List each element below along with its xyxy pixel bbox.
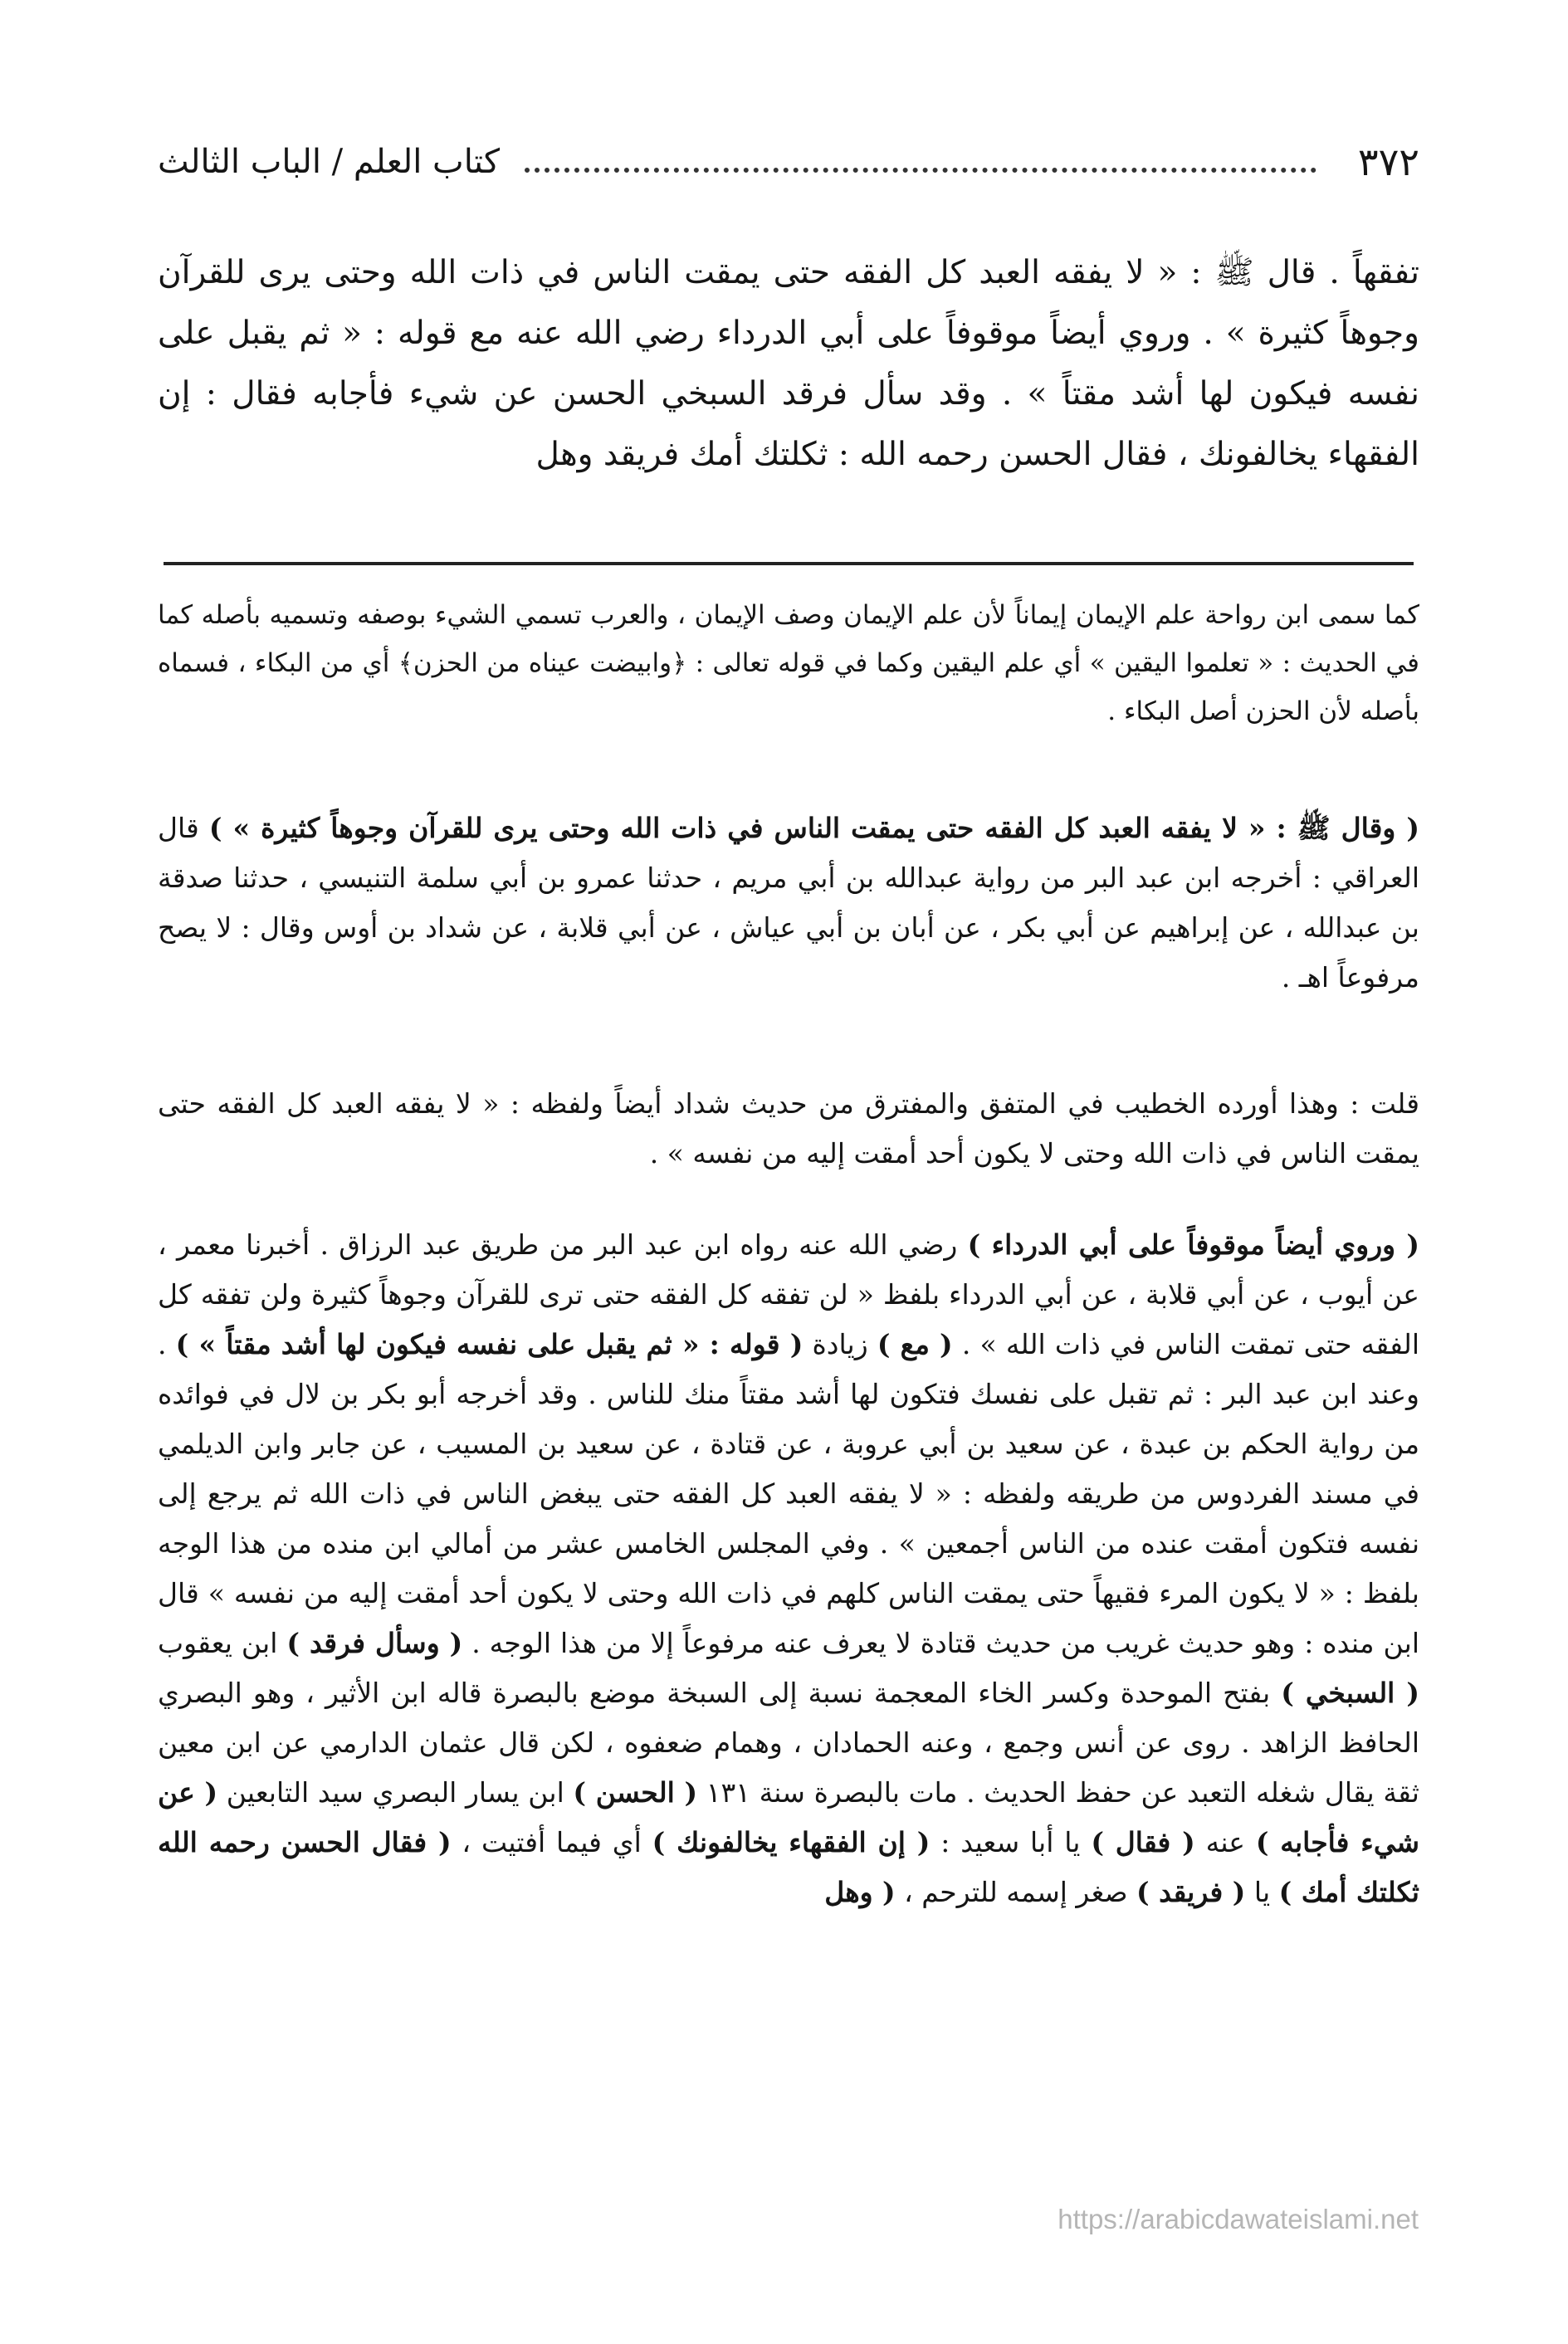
quoted-phrase: ( فريقد ): [1136, 1876, 1246, 1908]
running-title: كتاب العلم / الباب الثالث: [158, 143, 500, 181]
quoted-phrase: ( وسأل فرقد ): [286, 1627, 463, 1659]
footnote-divider: [164, 562, 1414, 565]
quoted-phrase: ( فقال ): [1091, 1826, 1195, 1858]
commentary-text: أي فيما أفتيت ،: [451, 1826, 652, 1858]
quoted-phrase: ( فقال الحسن رحمه الله ثكلتك أمك ): [158, 1826, 1419, 1908]
footnote: كما سمى ابن رواحة علم الإيمان إيماناً لأن علم الإيمان وصف الإيمان ، والعرب تسمي الشيء بوصفه وتسميه بأصله كما في الحديث : « تعلموا اليقين » أي علم اليقين وكما في قوله تعالى : ﴿وابيضت عيناه من الحزن﴾ أي من البكاء ، فسماه بأصله لأن الحزن أصل البكاء .: [158, 600, 1419, 726]
main-text: تفقهاً . قال ﷺ : « لا يفقه العبد كل الفقه حتى يمقت الناس في ذات الله وحتى يرى للقرآن وجوهاً كثيرة » . وروي أيضاً موقوفاً على أبي الدرداء رضي الله عنه مع قوله : « ثم يقبل على نفسه فيكون لها أشد مقتاً » . وقد سأل فرقد السبخي الحسن عن شيء فأجابه فقال : إن الفقهاء يخالفونك ، فقال الحسن رحمه الله : ثكلتك أمك فريقد وهل: [158, 254, 1420, 473]
quoted-hadith: ( وقال ﷺ : « لا يفقه العبد كل الفقه حتى يمقت الناس في ذات الله وحتى يرى للقرآن وجوهاً كثيرة » ): [208, 812, 1420, 844]
commentary-text: صغر إسمه للترحم ،: [895, 1876, 1137, 1908]
commentary-text: ابن يعقوب: [158, 1627, 287, 1659]
quoted-phrase: ( مع ): [877, 1328, 953, 1360]
leader-dots: [525, 168, 1316, 173]
commentary-text: قال العراقي : أخرجه ابن عبد البر من رواية عبدالله بن أبي مريم ، حدثنا عمرو بن أبي سلمة التنيسي ، حدثنا صدقة بن عبدالله ، عن إبراهيم عن أبي بكر ، عن أبان بن أبي عياش ، عن أبي قلابة ، عن شداد بن أوس وقال : لا يصح مرفوعاً اهـ .: [158, 812, 1419, 994]
watermark: https://arabicdawateislami.net: [1058, 2204, 1419, 2234]
quoted-phrase: ( قوله : « ثم يقبل على نفسه فيكون لها أشد مقتاً » ): [175, 1328, 804, 1360]
quoted-phrase: ( عن شيء فأجابه ): [158, 1776, 1419, 1858]
commentary-text: . وعند ابن عبد البر : ثم تقبل على نفسك فتكون لها أشد مقتاً منك للناس . وقد أخرجه أبو بكر بن لال في فوائده من رواية الحكم بن عبدة ، عن سعيد بن أبي عروبة ، عن قتادة ، عن سعيد بن المسيب ، عن جابر وابن الديلمي في مسند الفردوس من طريقه ولفظه : « لا يفقه العبد كل الفقه حتى يبغض الناس في ذات الله ثم يرجع إلى نفسه فتكون أمقت عنده من الناس أجمعين » . وفي المجلس الخامس عشر من أمالي ابن منده من هذا الوجه بلفظ : « لا يكون المرء فقيهاً حتى يمقت الناس كلهم في ذات الله وحتى لا يكون أحد أمقت إليه من نفسه » قال ابن منده : وهو حديث غريب من حديث قتادة لا يعرف عنه مرفوعاً إلا من هذا الوجه .: [158, 1328, 1419, 1659]
commentary-text: رضي الله عنه رواه ابن عبد البر من طريق عبد الرزاق . أخبرنا معمر ، عن أيوب ، عن أبي قلابة ، عن أبي الدرداء بلفظ « لن تفقه كل الفقه حتى ترى للقرآن وجوهاً كثيرة ولن تفقه كل الفقه حتى تمقت الناس في ذات الله » .: [158, 1228, 1419, 1360]
quoted-phrase: ( وروي أيضاً موقوفاً على أبي الدرداء ): [967, 1228, 1420, 1261]
commentary-text: زيادة: [803, 1328, 877, 1360]
commentary-paragraph-2: قلت : وهذا أورده الخطيب في المتفق والمفترق من حديث شداد أيضاً ولفظه : « لا يفقه العبد كل الفقه حتى يمقت الناس في ذات الله وحتى لا يكون أحد أمقت إليه من نفسه » .: [158, 1087, 1419, 1170]
commentary-text: يا أبا سعيد :: [930, 1826, 1092, 1858]
commentary-text: عنه: [1194, 1826, 1256, 1858]
quoted-phrase: ( السبخي ): [1281, 1677, 1420, 1709]
page-number: ٣٧٢: [1357, 139, 1419, 184]
commentary-text: ابن يسار البصري سيد التابعين: [217, 1776, 574, 1809]
quoted-phrase: ( الحسن ): [573, 1776, 698, 1809]
commentary-text: بفتح الموحدة وكسر الخاء المعجمة نسبة إلى السبخة موضع بالبصرة قاله ابن الأثير ، وهو البصري الحافظ الزاهد . روى عن أنس وجمع ، وعنه الحمادان ، وهمام ضعفوه ، لكن قال عثمان الدارمي عن ابن معين ثقة يقال شغله التعبد عن حفظ الحديث . مات بالبصرة سنة ١٣١: [158, 1677, 1419, 1809]
commentary-text: يا: [1245, 1876, 1279, 1908]
commentary-paragraph-3: [158, 1220, 1419, 1917]
quoted-phrase: ( إن الفقهاء يخالفونك ): [652, 1826, 931, 1858]
page-header: [158, 137, 1419, 187]
quoted-phrase: ( وهل: [824, 1876, 896, 1908]
commentary-paragraph-1: [158, 803, 1419, 1003]
